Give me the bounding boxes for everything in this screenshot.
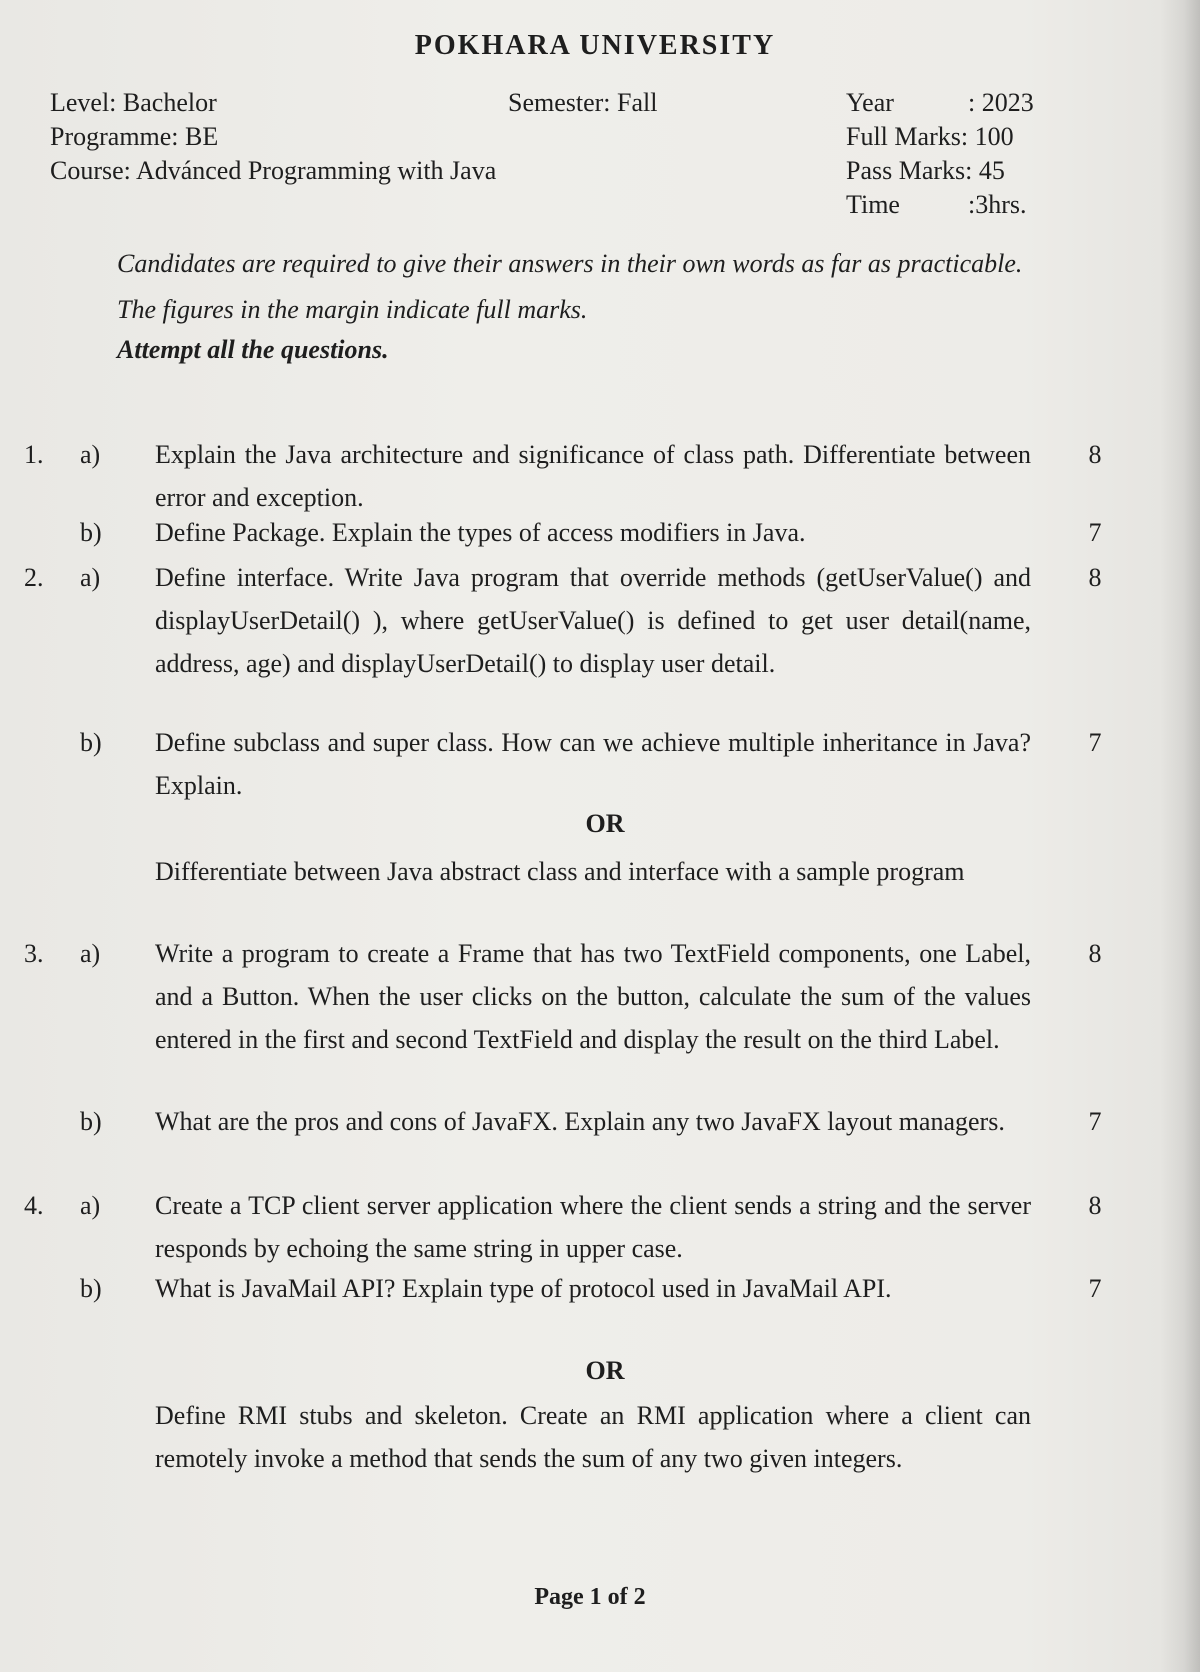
question-part-label: a) bbox=[80, 939, 101, 968]
question-marks: 8 bbox=[1088, 563, 1102, 592]
or-label: OR bbox=[585, 1356, 625, 1385]
question-marks: 7 bbox=[1088, 1107, 1102, 1136]
instruction-own-words: Candidates are required to give their answers in their own words as far as practicable. bbox=[117, 249, 1023, 278]
question-text: Explain the Java architecture and significance of class path. Differentiate between error and exception. bbox=[155, 440, 1031, 512]
or-label: OR bbox=[585, 809, 625, 838]
pass-marks: Pass Marks: 45 bbox=[846, 156, 1005, 185]
question-marks: 8 bbox=[1088, 440, 1102, 469]
question-part-label: a) bbox=[80, 440, 101, 469]
question-marks: 7 bbox=[1088, 1274, 1102, 1303]
question-text: Write a program to create a Frame that has two TextField components, one Label, and a Button. When the user clicks on the button, calculate the sum of the values entered in the first and second TextField and display the result on the third Label. bbox=[155, 939, 1031, 1054]
programme: Programme: BE bbox=[50, 122, 219, 151]
question-text: Create a TCP client server application where the client sends a string and the server responds by echoing the same string in upper case. bbox=[155, 1191, 1031, 1263]
exam-meta-right bbox=[846, 86, 1034, 222]
question-text: Define interface. Write Java program that override methods (getUserValue() and displayUserDetail() ), where getUserValue() is defined to get user detail(name, address, age) and displayUserDetail() to display user detail. bbox=[155, 563, 1031, 678]
question-part-label: b) bbox=[80, 1107, 102, 1136]
question-number: 3. bbox=[24, 939, 44, 968]
question-text: Differentiate between Java abstract class and interface with a sample program bbox=[155, 857, 965, 886]
instruction-margin-marks: The figures in the margin indicate full marks. bbox=[117, 295, 588, 324]
level: Level: Bachelor bbox=[50, 88, 217, 117]
question-marks: 7 bbox=[1088, 728, 1102, 757]
semester: Semester: Fall bbox=[508, 88, 658, 117]
question-text: What is JavaMail API? Explain type of protocol used in JavaMail API. bbox=[155, 1274, 892, 1303]
exam-meta-left bbox=[50, 86, 496, 188]
year-row bbox=[846, 86, 1034, 120]
time-label: Time bbox=[846, 190, 900, 219]
university-title: POKHARA UNIVERSITY bbox=[414, 30, 776, 61]
course: Course: Advánced Programming with Java bbox=[50, 156, 497, 185]
time-row bbox=[846, 188, 1034, 222]
question-part-label: a) bbox=[80, 1191, 101, 1220]
question-text: Define subclass and super class. How can we achieve multiple inheritance in Java? Explain. bbox=[155, 728, 1031, 800]
instruction-attempt-all: Attempt all the questions. bbox=[117, 335, 389, 364]
question-number: 4. bbox=[24, 1191, 44, 1220]
question-part-label: b) bbox=[80, 1274, 102, 1303]
full-marks: Full Marks: 100 bbox=[846, 122, 1014, 151]
question-number: 2. bbox=[24, 563, 44, 592]
time-value: :3hrs. bbox=[968, 190, 1027, 219]
instructions bbox=[117, 244, 1047, 370]
question-number: 1. bbox=[24, 440, 44, 469]
question-part-label: b) bbox=[80, 728, 102, 757]
question-part-label: a) bbox=[80, 563, 101, 592]
question-text: What are the pros and cons of JavaFX. Explain any two JavaFX layout managers. bbox=[155, 1107, 1005, 1136]
question-text: Define Package. Explain the types of access modifiers in Java. bbox=[155, 518, 806, 547]
page-number: Page 1 of 2 bbox=[534, 1584, 646, 1610]
question-part-label: b) bbox=[80, 518, 102, 547]
question-text: Define RMI stubs and skeleton. Create an RMI application where a client can remotely invoke a method that sends the sum of any two given integers. bbox=[155, 1401, 1031, 1473]
year-value: : 2023 bbox=[968, 88, 1034, 117]
question-marks: 7 bbox=[1088, 518, 1102, 547]
year-label: Year bbox=[846, 88, 894, 117]
question-marks: 8 bbox=[1088, 1191, 1102, 1220]
question-marks: 8 bbox=[1088, 939, 1102, 968]
